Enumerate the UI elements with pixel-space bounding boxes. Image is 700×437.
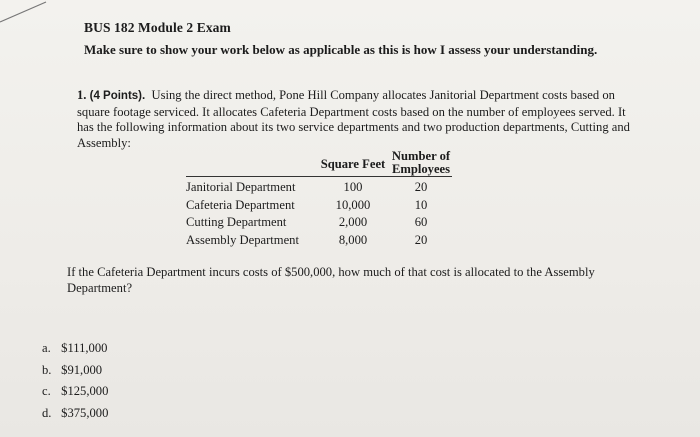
answer-choice-d[interactable] [42, 403, 108, 425]
choice-text: $91,000 [61, 362, 103, 377]
table-row [186, 232, 452, 250]
square-feet-value: 10,000 [335, 197, 371, 212]
choice-letter: a. [42, 341, 51, 355]
department-name: Cutting Department [186, 215, 287, 230]
table-row [186, 197, 452, 215]
choice-text: $111,000 [61, 341, 108, 355]
square-feet-value: 100 [343, 180, 363, 195]
department-name: Assembly Department [186, 232, 299, 247]
question-number: 1. [77, 88, 87, 102]
department-name: Janitorial Department [186, 180, 296, 195]
employees-header-line2: Employees [391, 162, 451, 176]
table-header-blank [186, 150, 316, 177]
choice-letter: d. [42, 405, 52, 420]
table-header-row [186, 150, 452, 177]
table-header-employees [390, 150, 452, 177]
square-feet-value: 2,000 [338, 215, 368, 230]
choice-letter: b. [42, 362, 52, 377]
employees-value: 10 [414, 197, 428, 212]
table-row [186, 214, 452, 232]
employees-value: 20 [414, 180, 428, 195]
answer-choices [42, 338, 108, 424]
table-row [186, 177, 452, 197]
question-prompt: If the Cafeteria Department incurs costs of $500,000, how much of that cost is allocated to the Assembly Department? [67, 265, 595, 295]
department-name: Cafeteria Department [186, 197, 295, 212]
pen-mark-decoration [0, 0, 60, 30]
square-feet-value: 8,000 [338, 232, 368, 247]
answer-choice-a[interactable] [42, 338, 108, 360]
employees-header-line1: Number of [391, 149, 451, 163]
choice-text: $125,000 [61, 384, 109, 398]
question-points: (4 Points). [89, 90, 146, 102]
department-data-table [186, 150, 452, 249]
answer-choice-b[interactable] [42, 360, 108, 382]
employees-value: 60 [414, 215, 428, 230]
employees-value: 20 [414, 232, 428, 247]
table-header-square-feet: Square Feet [316, 150, 390, 177]
answer-choice-c[interactable] [42, 381, 108, 403]
question-body [77, 88, 637, 151]
exam-title: BUS 182 Module 2 Exam [84, 20, 231, 35]
choice-letter: c. [42, 384, 51, 398]
exam-instructions: Make sure to show your work below as applicable as this is how I assess your understanding. [84, 42, 598, 57]
question-text: Using the direct method, Pone Hill Company allocates Janitorial Department costs based on square footage serviced. It allocates Cafeteria Department costs based on the number of employees served. It has the following information about its two service departments and two production departments, Cutting and Assembly: [77, 88, 630, 150]
choice-text: $375,000 [61, 405, 109, 420]
